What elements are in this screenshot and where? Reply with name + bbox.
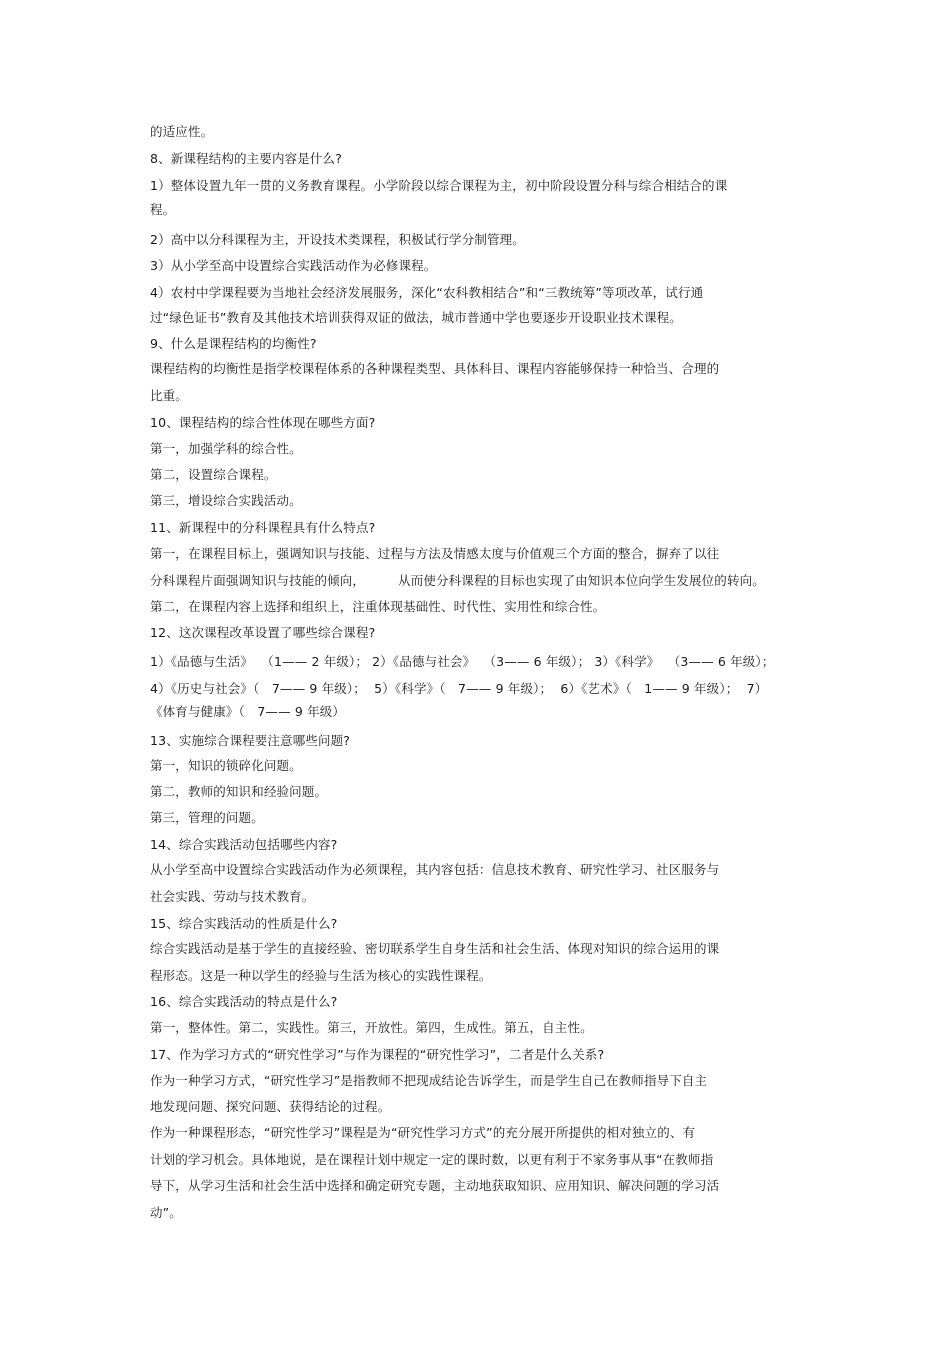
question-heading: 16、综合实践活动的特点是什么? <box>150 994 338 1009</box>
text-line: 从小学至高中设置综合实践活动作为必须课程，其内容包括：信息技术教育、研究性学习、社区服务与 <box>150 862 720 877</box>
text-line: 课程结构的均衡性是指学校课程体系的各种课程类型、具体科目、课程内容能够保持一种恰当、合理的 <box>150 361 720 376</box>
text-line: 第一，在课程目标上，强调知识与技能、过程与方法及情感太度与价值观三个方面的整合，摒弃了以往 <box>150 546 720 561</box>
text-line: 第二，设置综合课程。 <box>150 467 277 482</box>
question-heading: 8、新课程结构的主要内容是什么? <box>150 151 342 166</box>
text-line: 2）高中以分科课程为主，开设技术类课程，积极试行学分制管理。 <box>150 232 525 247</box>
text-line: 1）整体设置九年一贯的义务教育课程。小学阶段以综合课程为主，初中阶段设置分科与综合相结合的课 <box>150 178 728 193</box>
text-line: 导下，从学习生活和社会生活中选择和确定研究专题，主动地获取知识、应用知识、解决问题的学习活 <box>150 1178 720 1193</box>
question-heading: 14、综合实践活动包括哪些内容? <box>150 837 338 852</box>
text-line: 作为一种课程形态，“研究性学习”课程是为“研究性学习方式”的充分展开所提供的相对独立的、有 <box>150 1125 696 1140</box>
question-heading: 15、综合实践活动的性质是什么? <box>150 916 338 931</box>
text-line: 程形态。这是一种以学生的经验与生活为核心的实践性课程。 <box>150 968 492 983</box>
text-line: 第二，教师的知识和经验问题。 <box>150 784 328 799</box>
text-line: 的适应性。 <box>150 124 214 139</box>
text-line: 第一，加强学科的综合性。 <box>150 441 302 456</box>
question-heading: 13、实施综合课程要注意哪些问题? <box>150 733 351 748</box>
text-line: 第三，增设综合实践活动。 <box>150 493 302 508</box>
text-line: 第二，在课程内容上选择和组织上，注重体现基础性、时代性、实用性和综合性。 <box>150 599 606 614</box>
text-line: 过“绿色证书”教育及其他技术培训获得双证的做法，城市普通中学也要逐步开设职业技术课程。 <box>150 310 682 325</box>
text-line: 比重。 <box>150 388 188 403</box>
text-line: 动”。 <box>150 1205 182 1220</box>
text-line: 第三，管理的问题。 <box>150 810 264 825</box>
text-line: 《体育与健康》（ 7—— 9 年级） <box>150 704 346 719</box>
text-line: 社会实践、劳动与技术教育。 <box>150 889 315 904</box>
text-line: 计划的学习机会。具体地说，是在课程计划中规定一定的课时数，以更有利于不家务事从事“在教师指 <box>150 1152 714 1167</box>
text-line: 1）《品德与生活》 （1—— 2 年级）； 2）《品德与社会》 （3—— 6 年级）； 3）《科学》 （3—— 6 年级）； <box>150 654 775 669</box>
text-line: 程。 <box>150 202 176 217</box>
question-heading: 12、这次课程改革设置了哪些综合课程? <box>150 625 376 640</box>
text-line: 地发现问题、探究问题、获得结论的过程。 <box>150 1099 391 1114</box>
text-line: 第一，知识的锁碎化问题。 <box>150 758 302 773</box>
question-heading: 9、什么是课程结构的均衡性? <box>150 336 317 351</box>
text-line: 3）从小学至高中设置综合实践活动作为必修课程。 <box>150 258 437 273</box>
text-line: 作为一种学习方式，“研究性学习”是指教师不把现成结论告诉学生，而是学生自己在教师指导下自主 <box>150 1073 708 1088</box>
text-line: 综合实践活动是基于学生的直接经验、密切联系学生自身生活和社会生活、体现对知识的综合运用的课 <box>150 941 720 956</box>
question-heading: 17、作为学习方式的“研究性学习”与作为课程的“研究性学习”，二者是什么关系? <box>150 1047 605 1062</box>
text-line: 第一，整体性。第二，实践性。第三，开放性。第四，生成性。第五，自主性。 <box>150 1020 593 1035</box>
text-line: 4）农村中学课程要为当地社会经济发展服务，深化“农科教相结合”和“三教统筹”等项改革，试行通 <box>150 285 704 300</box>
text-line: 4）《历史与社会》（ 7—— 9 年级）； 5）《科学》（ 7—— 9 年级）； 6）《艺术》（ 1—— 9 年级）； 7） <box>150 681 768 696</box>
question-heading: 10、课程结构的综合性体现在哪些方面? <box>150 415 376 430</box>
text-line: 分科课程片面强调知识与技能的倾向， 从而使分科课程的目标也实现了由知识本位向学生发展位的转向。 <box>150 573 765 588</box>
question-heading: 11、新课程中的分科课程具有什么特点? <box>150 520 376 535</box>
